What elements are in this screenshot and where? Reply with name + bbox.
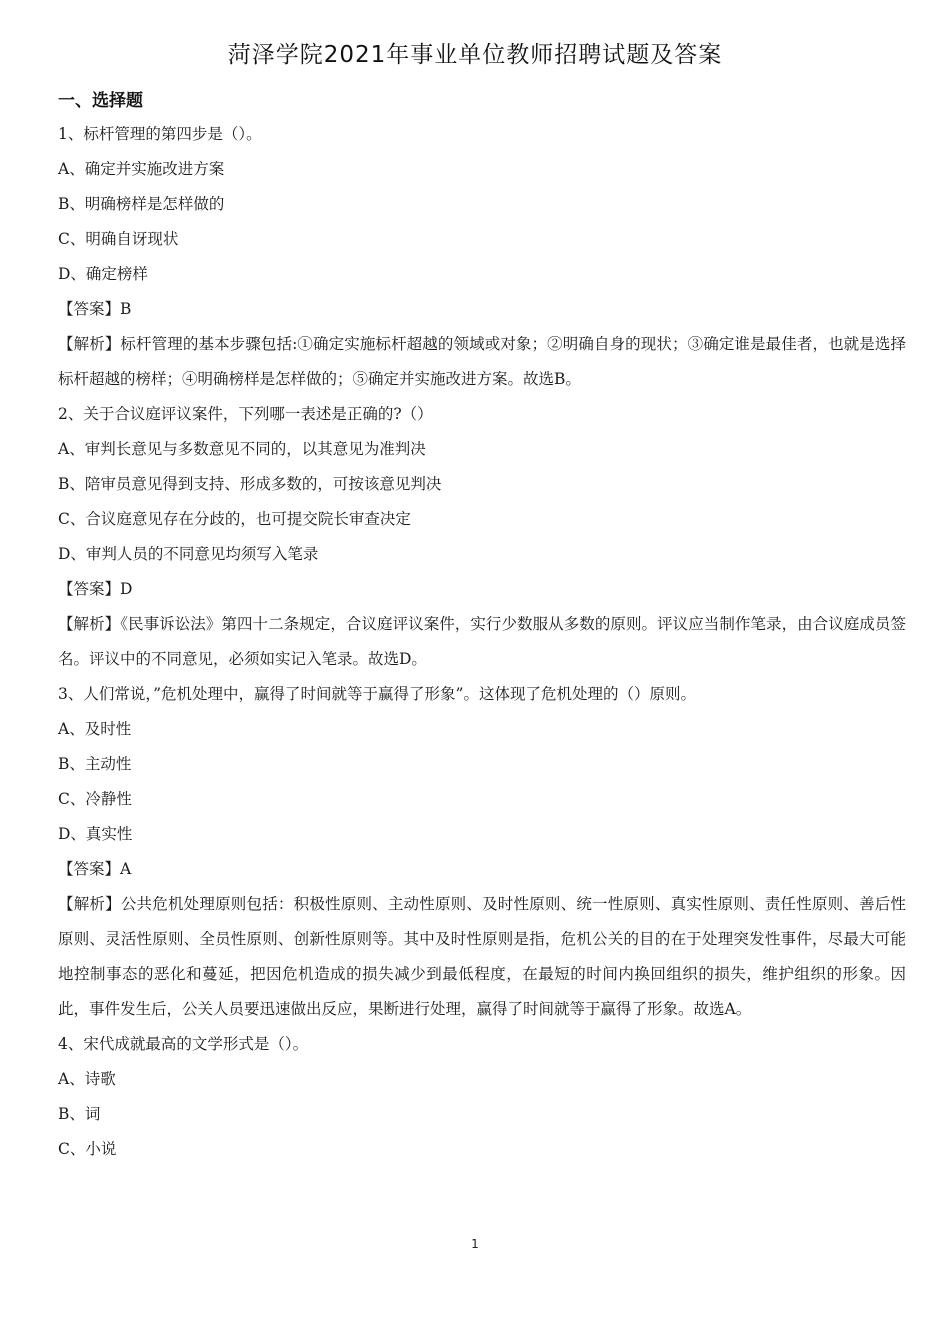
page-number: 1 xyxy=(471,1237,479,1251)
option-c: C、小说 xyxy=(58,1140,117,1158)
option-b: B、词 xyxy=(58,1105,101,1123)
analysis-paragraph: 【解析】标杆管理的基本步骤包括:①确定实施标杆超越的领域或对象；②明确自身的现状；③确定谁是最佳者，也就是选择标杆超越的榜样；④明确榜样是怎样做的；⑤确定并实施改进方案。故选B。 xyxy=(58,335,906,388)
question-stem: 1、标杆管理的第四步是（）。 xyxy=(58,125,262,143)
answer-line: 【答案】A xyxy=(58,860,132,878)
page-title: 菏泽学院2021年事业单位教师招聘试题及答案 xyxy=(227,42,723,68)
analysis-paragraph: 【解析】《民事诉讼法》第四十二条规定，合议庭评议案件，实行少数服从多数的原则。评议应当制作笔录，由合议庭成员签名。评议中的不同意见，必须如实记入笔录。故选D。 xyxy=(58,615,906,668)
answer-line: 【答案】D xyxy=(58,580,133,598)
option-a: A、审判长意见与多数意见不同的，以其意见为准判决 xyxy=(58,440,426,458)
answer-line: 【答案】B xyxy=(58,300,132,318)
question-stem: 2、关于合议庭评议案件，下列哪一表述是正确的?（） xyxy=(58,405,433,423)
analysis-paragraph: 【解析】公共危机处理原则包括：积极性原则、主动性原则、及时性原则、统一性原则、真实性原则、责任性原则、善后性原则、灵活性原则、全员性原则、创新性原则等。其中及时性原则是指，危机公关的目的在于处理突发性事件，尽最大可能地控制事态的恶化和蔓延，把因危机造成的损失减少到最低程度，在最短的时间内换回组织的损失，维护组织的形象。因此，事件发生后，公关人员要迅速做出反应，果断进行处理，赢得了时间就等于赢得了形象。故选A。 xyxy=(58,895,906,1018)
question-stem: 4、宋代成就最高的文学形式是（）。 xyxy=(58,1035,309,1053)
option-c: C、冷静性 xyxy=(58,790,132,808)
option-d: D、审判人员的不同意见均须写入笔录 xyxy=(58,545,319,563)
section-heading: 一、选择题 xyxy=(58,91,143,111)
question-stem: 3、人们常说，”危机处理中，赢得了时间就等于赢得了形象”。这体现了危机处理的（）原则。 xyxy=(58,685,696,703)
question-list xyxy=(58,117,906,1167)
option-a: A、诗歌 xyxy=(58,1070,116,1088)
option-c: C、明确自讶现状 xyxy=(58,230,179,248)
option-d: D、确定榜样 xyxy=(58,265,148,283)
option-c: C、合议庭意见存在分歧的，也可提交院长审查决定 xyxy=(58,510,411,528)
option-b: B、明确榜样是怎样做的 xyxy=(58,195,225,213)
option-b: B、陪审员意见得到支持、形成多数的，可按该意见判决 xyxy=(58,475,442,493)
option-a: A、确定并实施改进方案 xyxy=(58,160,225,178)
option-a: A、及时性 xyxy=(58,720,132,738)
option-d: D、真实性 xyxy=(58,825,133,843)
option-b: B、主动性 xyxy=(58,755,132,773)
